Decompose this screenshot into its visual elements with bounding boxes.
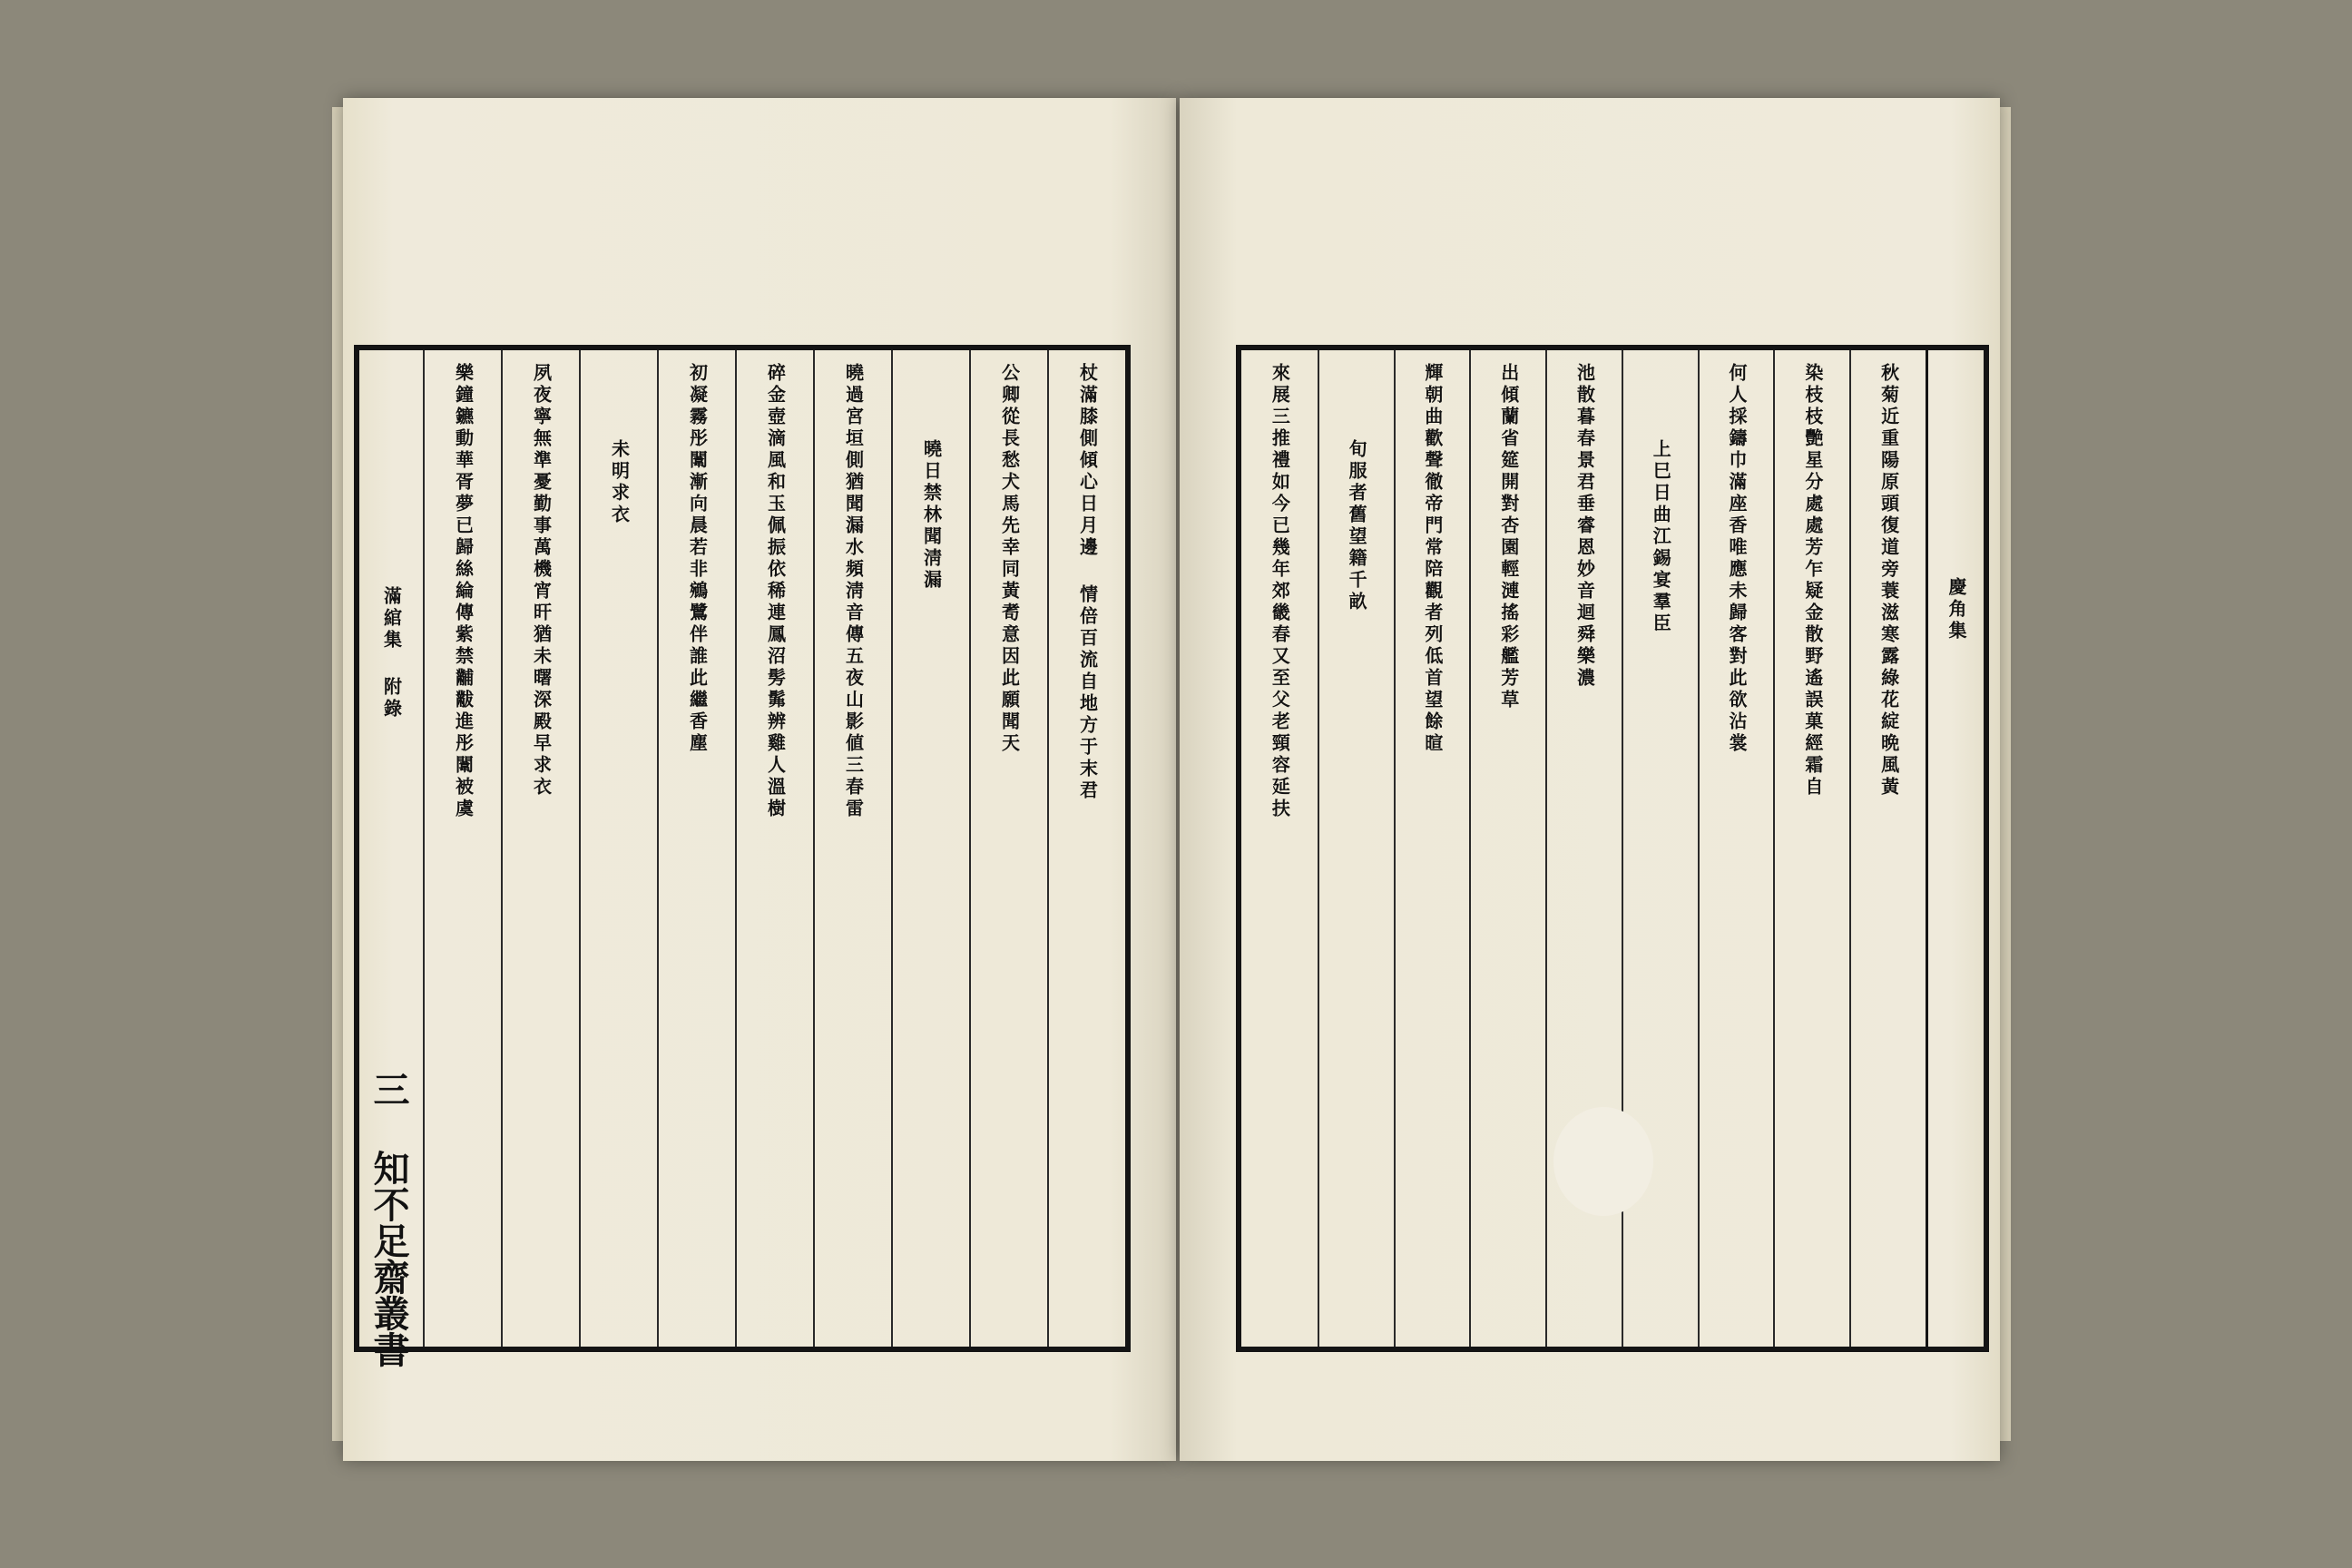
margin-title: 滿綰集 附錄 [380,586,403,720]
text-column: 未明求衣 [579,350,657,1347]
text-column: 杖滿膝側傾心日月邊 情倍百流自地方于末君 [1047,350,1125,1347]
text-column: 來展三推禮如今已幾年郊畿春又至父老頸容延扶 [1269,363,1291,820]
left-text-block [354,345,1131,1352]
text-column: 秋菊近重陽原頭復道旁蓑滋寒露綠花綻晩風黃 [1849,350,1926,1347]
text-column: 碎金壺滴風和玉佩振依稀連鳳沼髣髴辨雞人溫樹 [735,350,813,1347]
text-column: 染枝枝艷星分處處芳乍疑金散野遙誤菓經霜自 [1773,350,1849,1347]
text-column: 出傾蘭省筵開對杏園輕漣搖彩艦芳草 [1469,350,1545,1347]
right-margin-column [1926,350,1984,1347]
text-column: 公卿從長愁犬馬先幸同黃耉意因此願聞天 [969,350,1047,1347]
text-column: 上巳日曲江錫宴羣臣 [1622,350,1698,1347]
text-column: 初凝霧彤闈漸向晨若非鵷鷺伴誰此繼香塵 [657,350,735,1347]
text-column: 池散暮春景君垂睿恩妙音迴舜樂濃 [1545,350,1622,1347]
text-column: 夙夜寧無準憂勤事萬機宵旰猶未曙深殿早求衣 [501,350,579,1347]
text-column: 輝朝曲歡聲徹帝門常陪觀者列低首望餘暄 [1394,350,1470,1347]
text-column: 旬服者舊望籍千畝 [1318,350,1394,1347]
text-column: 何人採鑄巾滿座香唯應未歸客對此欲沾裳 [1698,350,1774,1347]
text-column: 曉日禁林聞淸漏 [891,350,969,1347]
text-column: 曉過宮垣側猶聞漏水頻淸音傳五夜山影値三春雷 [813,350,891,1347]
paper-damage-spot [1553,1107,1653,1216]
margin-title: 慶角集 [1945,577,1967,642]
margin-footer: 三 知不足齋叢書 [368,1071,410,1367]
text-column: 樂鐘鑣動華胥夢已歸絲綸傳紫禁黼黻進彤闈被虞 [423,350,501,1347]
